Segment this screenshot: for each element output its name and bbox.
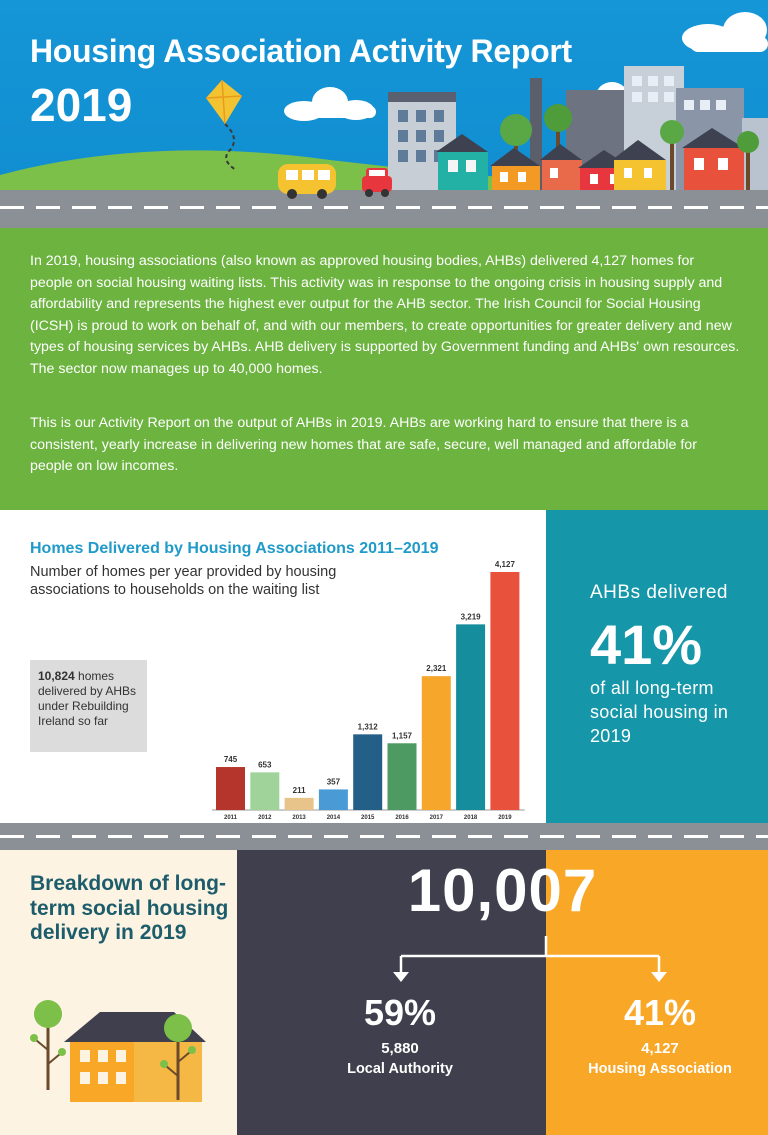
arrow-down-icon xyxy=(393,956,409,982)
bar-value-label: 3,219 xyxy=(460,612,481,622)
stat-panel xyxy=(546,510,768,823)
x-tick-label: 2016 xyxy=(395,815,409,821)
x-tick-label: 2011 xyxy=(223,815,238,821)
bar-2018 xyxy=(456,624,485,810)
bar-2013 xyxy=(285,798,314,810)
callout-box xyxy=(30,660,147,752)
tree-icon xyxy=(30,1000,66,1090)
intro-section xyxy=(0,228,768,510)
chart-title: Homes Delivered by Housing Associations 2011–2019 xyxy=(30,540,439,557)
bar-2019 xyxy=(490,572,519,810)
breakdown-total: 10,007 xyxy=(407,857,598,924)
bus-icon xyxy=(278,164,336,199)
intro-paragraph: This is our Activity Report on the output of AHBs in 2019. AHBs are working hard to ensure that there is a consistent, yearly increase in delivering new homes that are safe, secure, well managed and affordable for people on low incomes. xyxy=(30,415,697,474)
bar-2016 xyxy=(388,743,417,810)
road-markings xyxy=(0,835,768,838)
house-illustration xyxy=(0,850,237,1135)
bar-value-label: 653 xyxy=(258,760,272,770)
breakdown-title: Breakdown of long-term social housing delivery in 2019 xyxy=(30,872,229,944)
housing-association-count: 4,127 xyxy=(641,1040,679,1057)
housing-association-label: Housing Association xyxy=(588,1061,732,1077)
callout-number: 10,824 xyxy=(38,669,75,683)
chart-subtitle: Number of homes per year provided by housing associations to households on the waiting list xyxy=(30,564,337,598)
x-tick-label: 2015 xyxy=(361,815,375,821)
header-banner xyxy=(0,0,768,228)
bar-2011 xyxy=(216,767,245,810)
bar-value-label: 2,321 xyxy=(426,664,447,674)
x-tick-label: 2017 xyxy=(429,815,443,821)
x-tick-label: 2019 xyxy=(498,815,512,821)
bar-2017 xyxy=(422,676,451,810)
x-tick-label: 2018 xyxy=(463,815,478,821)
page-title: Housing Association Activity Report xyxy=(30,33,572,69)
x-tick-label: 2014 xyxy=(326,815,341,821)
callout-text: homes delivered by AHBs under Rebuilding Ireland so far xyxy=(38,669,137,728)
x-tick-label: 2013 xyxy=(292,815,306,821)
x-tick-label: 2012 xyxy=(258,815,272,821)
intro-paragraph: In 2019, housing associations (also known as approved housing bodies, AHBs) delivered 4,127 homes for people on social housing waiting lists. This activity was in response to the ongoing crisis in housing supply and affordability and represents the highest ever output for the AHB sector. The Irish Council for Social Housing (ICSH) is proud to work on behalf of, and with our members, to create opportunities for greater delivery and new types of housing services by AHBs. AHB delivery is supported by Government funding and AHBs' own resources. The sector now manages up to 40,000 homes. xyxy=(30,253,740,377)
cloud-icon xyxy=(682,12,768,52)
road-divider xyxy=(0,823,768,850)
stat-value: 41% xyxy=(590,613,703,676)
bar-value-label: 1,157 xyxy=(391,731,413,741)
housing-association-percent: 41% xyxy=(623,992,697,1033)
bar-value-label: 357 xyxy=(326,777,341,787)
cloud-icon xyxy=(284,87,376,121)
local-authority-count: 5,880 xyxy=(381,1040,419,1057)
bar-value-label: 211 xyxy=(292,785,306,795)
breakdown-section xyxy=(0,850,768,1135)
bar-2014 xyxy=(319,789,348,810)
arrow-down-icon xyxy=(651,956,667,982)
chart-section xyxy=(0,510,768,823)
local-authority-label: Local Authority xyxy=(347,1061,453,1077)
bar-value-label: 745 xyxy=(223,755,238,765)
page-title-year: 2019 xyxy=(30,79,133,131)
local-authority-percent: 59% xyxy=(363,992,437,1033)
bar-2012 xyxy=(250,772,279,810)
bar-value-label: 4,127 xyxy=(494,560,515,569)
stat-label: AHBs delivered xyxy=(590,582,728,603)
bar-2015 xyxy=(353,734,382,810)
stat-description: of all long-term social housing in 2019 xyxy=(590,678,729,746)
bar-value-label: 1,312 xyxy=(357,722,378,732)
road-markings xyxy=(0,206,768,209)
